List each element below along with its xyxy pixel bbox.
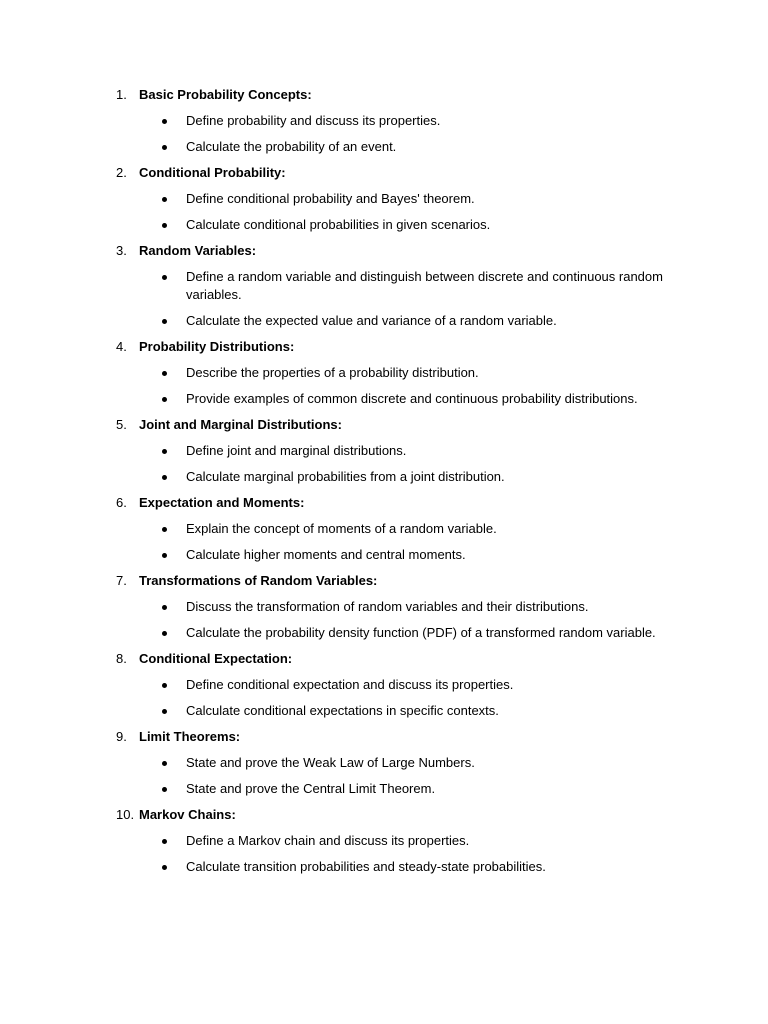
section-title: Conditional Expectation: bbox=[139, 651, 293, 666]
numbered-list bbox=[0, 85, 768, 883]
bullet-text: Provide examples of common discrete and continuous probability distributions. bbox=[186, 390, 638, 406]
section-number: 7. bbox=[116, 573, 127, 588]
bullet-item bbox=[0, 390, 768, 408]
section-number: 4. bbox=[116, 339, 127, 354]
section-title: Markov Chains: bbox=[139, 807, 236, 822]
bullet-text: Define conditional expectation and discuss its properties. bbox=[186, 677, 514, 692]
section-title: Probability Distributions: bbox=[139, 339, 295, 354]
section-title: Expectation and Moments: bbox=[139, 495, 305, 510]
section-title: Basic Probability Concepts: bbox=[139, 87, 312, 102]
bullet-text: Calculate the probability density function (PDF) of a transformed random variable. bbox=[186, 624, 656, 640]
bullet-icon bbox=[162, 223, 167, 228]
bullet-item bbox=[0, 312, 768, 330]
section-heading bbox=[0, 163, 768, 183]
bullet-text: Define probability and discuss its properties. bbox=[186, 113, 441, 128]
bullet-text: State and prove the Weak Law of Large Numbers. bbox=[186, 755, 475, 770]
bullet-item bbox=[0, 546, 768, 564]
bullet-item bbox=[0, 780, 768, 798]
bullet-text: Calculate transition probabilities and steady-state probabilities. bbox=[186, 858, 546, 874]
section-title: Joint and Marginal Distributions: bbox=[139, 417, 342, 432]
bullet-text: Calculate conditional probabilities in given scenarios. bbox=[186, 216, 491, 232]
bullet-icon bbox=[162, 197, 167, 202]
section-heading bbox=[0, 415, 768, 435]
section-heading bbox=[0, 337, 768, 357]
section-title: Conditional Probability: bbox=[139, 165, 286, 180]
bullet-text: Explain the concept of moments of a random variable. bbox=[186, 521, 497, 536]
bullet-text: State and prove the Central Limit Theorem. bbox=[186, 780, 436, 796]
bullet-icon bbox=[162, 709, 167, 714]
section-number: 10. bbox=[116, 807, 135, 822]
bullet-icon bbox=[162, 787, 167, 792]
bullet-icon bbox=[162, 631, 167, 636]
bullet-icon bbox=[162, 865, 167, 870]
bullet-icon bbox=[162, 371, 167, 376]
section-heading bbox=[0, 493, 768, 513]
list-section bbox=[0, 493, 768, 564]
bullet-icon bbox=[162, 449, 167, 454]
bullet-item bbox=[0, 520, 768, 538]
section-number: 1. bbox=[116, 87, 127, 102]
bullet-text: Discuss the transformation of random variables and their distributions. bbox=[186, 599, 589, 614]
bullet-text: Calculate conditional expectations in specific contexts. bbox=[186, 702, 499, 718]
bullet-icon bbox=[162, 319, 167, 324]
section-number: 8. bbox=[116, 651, 127, 666]
bullet-icon bbox=[162, 527, 167, 532]
bullet-item bbox=[0, 138, 768, 156]
bullet-icon bbox=[162, 119, 167, 124]
bullet-icon bbox=[162, 683, 167, 688]
bullet-item bbox=[0, 832, 768, 850]
section-heading bbox=[0, 649, 768, 669]
bullet-icon bbox=[162, 145, 167, 150]
bullet-text: Define joint and marginal distributions. bbox=[186, 443, 407, 458]
bullet-item bbox=[0, 190, 768, 208]
bullet-item bbox=[0, 364, 768, 382]
bullet-item bbox=[0, 442, 768, 460]
bullet-item bbox=[0, 702, 768, 720]
bullet-icon bbox=[162, 839, 167, 844]
list-section bbox=[0, 649, 768, 720]
section-number: 2. bbox=[116, 165, 127, 180]
bullet-item bbox=[0, 754, 768, 772]
list-section bbox=[0, 163, 768, 234]
section-title: Transformations of Random Variables: bbox=[139, 573, 378, 588]
bullet-item bbox=[0, 624, 768, 642]
bullet-text: Define conditional probability and Bayes' theorem. bbox=[186, 191, 475, 206]
bullet-icon bbox=[162, 605, 167, 610]
section-number: 6. bbox=[116, 495, 127, 510]
section-heading bbox=[0, 241, 768, 261]
list-section bbox=[0, 337, 768, 408]
bullet-text: Calculate the probability of an event. bbox=[186, 138, 397, 154]
section-heading bbox=[0, 85, 768, 105]
section-title: Limit Theorems: bbox=[139, 729, 241, 744]
bullet-text: Describe the properties of a probability distribution. bbox=[186, 365, 479, 380]
bullet-icon bbox=[162, 475, 167, 480]
bullet-text: Define a random variable and distinguish between discrete and continuous random variables. bbox=[186, 269, 663, 302]
bullet-text: Define a Markov chain and discuss its properties. bbox=[186, 833, 470, 848]
bullet-item bbox=[0, 268, 768, 304]
list-section bbox=[0, 85, 768, 156]
section-heading bbox=[0, 805, 768, 825]
section-title: Random Variables: bbox=[139, 243, 257, 258]
bullet-text: Calculate the expected value and variance of a random variable. bbox=[186, 312, 557, 328]
section-number: 5. bbox=[116, 417, 127, 432]
list-section bbox=[0, 727, 768, 798]
bullet-text: Calculate marginal probabilities from a joint distribution. bbox=[186, 468, 505, 484]
bullet-item bbox=[0, 858, 768, 876]
bullet-item bbox=[0, 468, 768, 486]
bullet-icon bbox=[162, 761, 167, 766]
list-section bbox=[0, 805, 768, 876]
bullet-icon bbox=[162, 397, 167, 402]
bullet-item bbox=[0, 216, 768, 234]
bullet-item bbox=[0, 676, 768, 694]
section-heading bbox=[0, 571, 768, 591]
list-section bbox=[0, 241, 768, 330]
section-heading bbox=[0, 727, 768, 747]
bullet-icon bbox=[162, 553, 167, 558]
section-number: 9. bbox=[116, 729, 127, 744]
list-section bbox=[0, 571, 768, 642]
list-section bbox=[0, 415, 768, 486]
bullet-item bbox=[0, 112, 768, 130]
section-number: 3. bbox=[116, 243, 127, 258]
bullet-item bbox=[0, 598, 768, 616]
bullet-text: Calculate higher moments and central moments. bbox=[186, 546, 466, 562]
bullet-icon bbox=[162, 275, 167, 280]
